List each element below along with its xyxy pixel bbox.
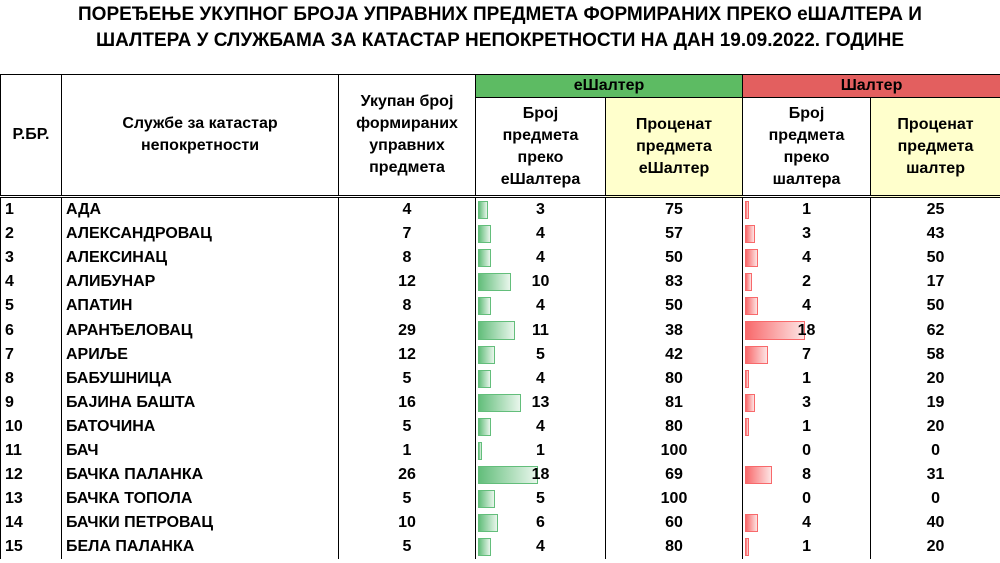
eshalter-percent: 80 <box>606 535 743 559</box>
table-row <box>1 391 1000 415</box>
header-rb: Р.БР. <box>1 75 62 197</box>
shalter-data-bar <box>745 249 758 267</box>
eshalter-data-bar <box>478 370 491 388</box>
eshalter-data-bar <box>478 297 491 315</box>
header-office: Службе за катастар непокретности <box>62 75 339 197</box>
office-name: АЛИБУНАР <box>62 270 339 294</box>
row-number: 3 <box>1 246 62 270</box>
office-name: АРАНЂЕЛОВАЦ <box>62 318 339 342</box>
shalter-count: 8 <box>743 463 871 487</box>
table-row <box>1 535 1000 559</box>
shalter-count: 4 <box>743 294 871 318</box>
eshalter-data-bar <box>478 249 491 267</box>
row-number: 12 <box>1 463 62 487</box>
shalter-data-bar <box>745 297 758 315</box>
row-number: 4 <box>1 270 62 294</box>
eshalter-percent: 75 <box>606 197 743 223</box>
shalter-percent: 43 <box>871 222 1000 246</box>
shalter-percent: 50 <box>871 246 1000 270</box>
shalter-count: 1 <box>743 197 871 223</box>
row-number: 15 <box>1 535 62 559</box>
shalter-data-bar <box>745 514 758 532</box>
total-count: 4 <box>339 197 476 223</box>
table-row <box>1 487 1000 511</box>
total-count: 1 <box>339 439 476 463</box>
total-count: 5 <box>339 535 476 559</box>
eshalter-data-bar <box>478 346 495 364</box>
eshalter-count: 3 <box>476 197 606 223</box>
eshalter-count: 4 <box>476 222 606 246</box>
eshalter-count: 5 <box>476 487 606 511</box>
office-name: БАБУШНИЦА <box>62 367 339 391</box>
table-row <box>1 415 1000 439</box>
shalter-count: 1 <box>743 367 871 391</box>
table-row <box>1 439 1000 463</box>
office-name: БАТОЧИНА <box>62 415 339 439</box>
table-row <box>1 343 1000 367</box>
table-row <box>1 294 1000 318</box>
total-count: 12 <box>339 270 476 294</box>
eshalter-percent: 80 <box>606 367 743 391</box>
shalter-count: 4 <box>743 511 871 535</box>
shalter-data-bar <box>745 418 749 436</box>
shalter-count: 0 <box>743 487 871 511</box>
shalter-data-bar <box>745 321 805 339</box>
table-row <box>1 367 1000 391</box>
row-number: 8 <box>1 367 62 391</box>
comparison-table <box>0 74 1000 559</box>
eshalter-percent: 50 <box>606 294 743 318</box>
header-s-pct: Проценат предмета шалтер <box>871 98 1000 197</box>
total-count: 16 <box>339 391 476 415</box>
shalter-percent: 19 <box>871 391 1000 415</box>
office-name: БАЧКИ ПЕТРОВАЦ <box>62 511 339 535</box>
table-row <box>1 463 1000 487</box>
header-eshalter-group: еШалтер <box>476 75 743 98</box>
eshalter-count: 10 <box>476 270 606 294</box>
total-count: 5 <box>339 367 476 391</box>
eshalter-count: 11 <box>476 318 606 342</box>
total-count: 7 <box>339 222 476 246</box>
shalter-percent: 0 <box>871 439 1000 463</box>
eshalter-data-bar <box>478 273 511 291</box>
eshalter-data-bar <box>478 490 495 508</box>
office-name: АПАТИН <box>62 294 339 318</box>
eshalter-data-bar <box>478 442 482 460</box>
row-number: 5 <box>1 294 62 318</box>
table-row <box>1 318 1000 342</box>
total-count: 29 <box>339 318 476 342</box>
office-name: АДА <box>62 197 339 223</box>
shalter-percent: 62 <box>871 318 1000 342</box>
eshalter-count: 13 <box>476 391 606 415</box>
shalter-data-bar <box>745 394 755 412</box>
table-row <box>1 222 1000 246</box>
eshalter-data-bar <box>478 201 488 219</box>
shalter-count: 2 <box>743 270 871 294</box>
row-number: 6 <box>1 318 62 342</box>
eshalter-data-bar <box>478 394 521 412</box>
shalter-data-bar <box>745 538 749 556</box>
table-row <box>1 246 1000 270</box>
table-row <box>1 511 1000 535</box>
eshalter-count: 4 <box>476 535 606 559</box>
eshalter-count: 1 <box>476 439 606 463</box>
row-number: 9 <box>1 391 62 415</box>
header-e-pct: Проценат предмета еШалтер <box>606 98 743 197</box>
eshalter-percent: 69 <box>606 463 743 487</box>
shalter-count: 1 <box>743 415 871 439</box>
shalter-count: 0 <box>743 439 871 463</box>
total-count: 10 <box>339 511 476 535</box>
eshalter-percent: 38 <box>606 318 743 342</box>
table-row <box>1 270 1000 294</box>
total-count: 12 <box>339 343 476 367</box>
row-number: 13 <box>1 487 62 511</box>
row-number: 1 <box>1 197 62 223</box>
eshalter-percent: 50 <box>606 246 743 270</box>
eshalter-data-bar <box>478 514 498 532</box>
shalter-percent: 25 <box>871 197 1000 223</box>
office-name: АЛЕКСИНАЦ <box>62 246 339 270</box>
eshalter-data-bar <box>478 466 538 484</box>
office-name: АЛЕКСАНДРОВАЦ <box>62 222 339 246</box>
header-total: Укупан број формираних управних предмета <box>339 75 476 197</box>
eshalter-percent: 100 <box>606 487 743 511</box>
row-number: 10 <box>1 415 62 439</box>
eshalter-percent: 81 <box>606 391 743 415</box>
total-count: 5 <box>339 415 476 439</box>
shalter-percent: 31 <box>871 463 1000 487</box>
header-s-count: Број предмета преко шалтера <box>743 98 871 197</box>
shalter-percent: 40 <box>871 511 1000 535</box>
report-title-line-2: ШАЛТЕРА У СЛУЖБАМА ЗА КАТАСТАР НЕПОКРЕТНОСТИ НА ДАН 19.09.2022. ГОДИНЕ <box>95 30 904 51</box>
shalter-count: 3 <box>743 222 871 246</box>
total-count: 26 <box>339 463 476 487</box>
shalter-percent: 50 <box>871 294 1000 318</box>
shalter-data-bar <box>745 225 755 243</box>
shalter-data-bar <box>745 370 749 388</box>
total-count: 8 <box>339 294 476 318</box>
shalter-percent: 20 <box>871 367 1000 391</box>
table-row <box>1 197 1000 223</box>
shalter-percent: 58 <box>871 343 1000 367</box>
eshalter-percent: 60 <box>606 511 743 535</box>
eshalter-percent: 100 <box>606 439 743 463</box>
eshalter-count: 4 <box>476 294 606 318</box>
office-name: БАЧКА ПАЛАНКА <box>62 463 339 487</box>
eshalter-count: 4 <box>476 246 606 270</box>
shalter-data-bar <box>745 201 749 219</box>
shalter-count: 4 <box>743 246 871 270</box>
total-count: 8 <box>339 246 476 270</box>
eshalter-percent: 42 <box>606 343 743 367</box>
total-count: 5 <box>339 487 476 511</box>
shalter-count: 18 <box>743 318 871 342</box>
eshalter-count: 6 <box>476 511 606 535</box>
eshalter-count: 5 <box>476 343 606 367</box>
shalter-count: 3 <box>743 391 871 415</box>
eshalter-data-bar <box>478 225 491 243</box>
eshalter-percent: 83 <box>606 270 743 294</box>
eshalter-count: 18 <box>476 463 606 487</box>
office-name: БЕЛА ПАЛАНКА <box>62 535 339 559</box>
shalter-percent: 17 <box>871 270 1000 294</box>
shalter-count: 7 <box>743 343 871 367</box>
row-number: 7 <box>1 343 62 367</box>
office-name: БАЧ <box>62 439 339 463</box>
shalter-data-bar <box>745 346 768 364</box>
shalter-percent: 0 <box>871 487 1000 511</box>
eshalter-count: 4 <box>476 367 606 391</box>
eshalter-percent: 80 <box>606 415 743 439</box>
eshalter-data-bar <box>478 538 491 556</box>
row-number: 14 <box>1 511 62 535</box>
header-shalter-group: Шалтер <box>743 75 1000 98</box>
shalter-data-bar <box>745 273 752 291</box>
shalter-percent: 20 <box>871 415 1000 439</box>
row-number: 11 <box>1 439 62 463</box>
shalter-data-bar <box>745 466 772 484</box>
header-e-count: Број предмета преко еШалтера <box>476 98 606 197</box>
row-number: 2 <box>1 222 62 246</box>
eshalter-data-bar <box>478 418 491 436</box>
eshalter-data-bar <box>478 321 515 339</box>
office-name: БАЧКА ТОПОЛА <box>62 487 339 511</box>
office-name: АРИЉЕ <box>62 343 339 367</box>
shalter-percent: 20 <box>871 535 1000 559</box>
shalter-count: 1 <box>743 535 871 559</box>
report-title-line-1: ПОРЕЂЕЊЕ УКУПНОГ БРОЈА УПРАВНИХ ПРЕДМЕТА ФОРМИРАНИХ ПРЕКО еШАЛТЕРА И <box>78 4 922 25</box>
office-name: БАЈИНА БАШТА <box>62 391 339 415</box>
eshalter-percent: 57 <box>606 222 743 246</box>
eshalter-count: 4 <box>476 415 606 439</box>
